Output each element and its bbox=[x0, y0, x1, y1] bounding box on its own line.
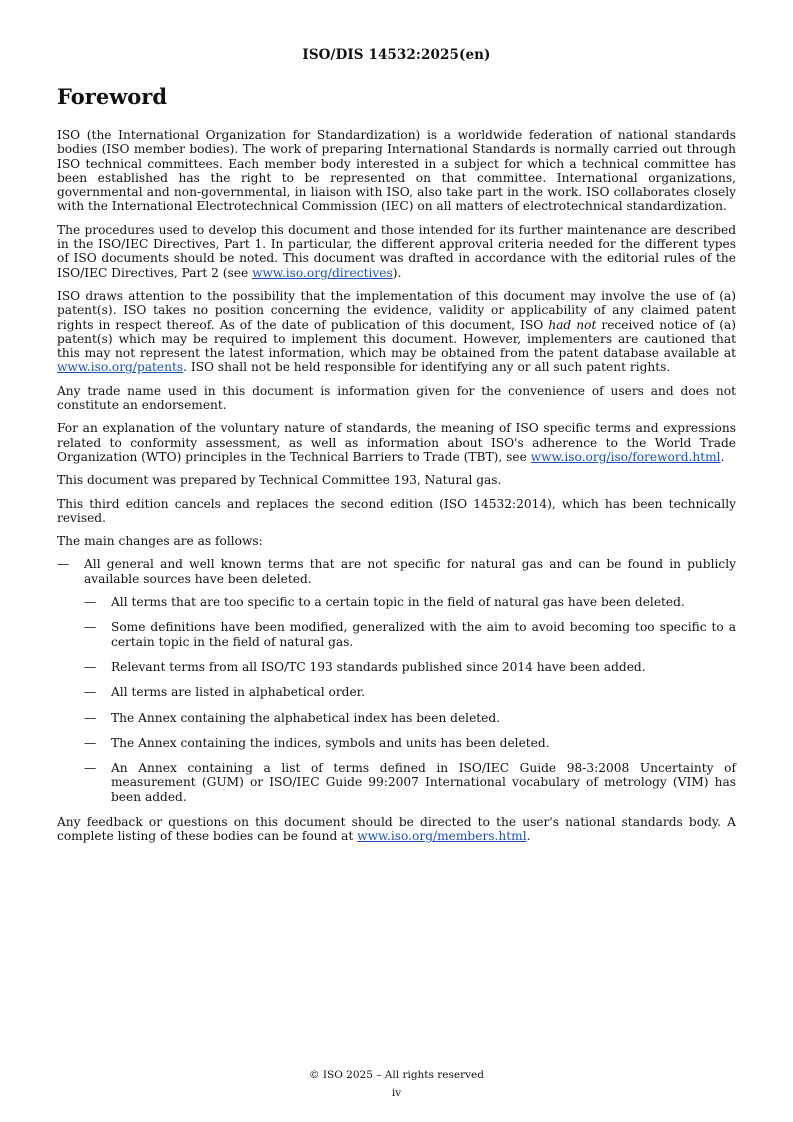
dash-bullet: — bbox=[84, 595, 97, 610]
paragraph-procedures bbox=[57, 223, 736, 280]
list-item-text: All terms that are too specific to a certain topic in the field of natural gas have been deleted. bbox=[111, 595, 685, 610]
list-item bbox=[84, 620, 736, 649]
list-item bbox=[84, 595, 736, 609]
paragraph-text: The procedures used to develop this document and those intended for its further maintenance are described in the ISO/IEC Directives, Part 1. In particular, the different approval criteria needed for the different types of ISO documents should be noted. This document was drafted in accordance with the editorial rules of the ISO/IEC Directives, Part 2 (see bbox=[57, 222, 736, 280]
list-item bbox=[84, 685, 736, 699]
paragraph-text: ISO draws attention to the possibility that the implementation of this document may involve the use of (a) patent(s). ISO takes no position concerning the evidence, validity or applicability of any claimed patent rights in respect thereof. As of the date of publication of this document, ISO bbox=[57, 288, 736, 332]
changes-list bbox=[57, 557, 736, 586]
paragraph-changes-intro: The main changes are as follows: bbox=[57, 534, 263, 549]
paragraph-text: . bbox=[526, 829, 531, 844]
paragraph-voluntary-nature bbox=[57, 421, 736, 464]
paragraph-text: Any feedback or questions on this document should be directed to the user's national standards body. A complete listing of these bodies can be found at bbox=[57, 814, 736, 844]
dash-bullet: — bbox=[84, 685, 97, 700]
dash-bullet: — bbox=[57, 557, 70, 572]
list-item bbox=[57, 557, 736, 586]
paragraph-patents bbox=[57, 289, 736, 375]
dash-bullet: — bbox=[84, 761, 97, 776]
page-title: Foreword bbox=[57, 84, 168, 109]
page-footer bbox=[0, 1066, 793, 1102]
list-item bbox=[84, 761, 736, 804]
paragraph-text: received notice of (a) patent(s) which may be required to implement this document. However, implementers are cautioned that this may not represent the latest information, which may be obtained from the patent database available at bbox=[57, 317, 736, 361]
paragraph-edition: This third edition cancels and replaces the second edition (ISO 14532:2014), which has been technically revised. bbox=[57, 496, 736, 525]
list-item bbox=[84, 736, 736, 750]
foreword-body bbox=[57, 128, 736, 853]
list-item-text: The Annex containing the alphabetical index has been deleted. bbox=[111, 710, 501, 725]
paragraph-trade-name: Any trade name used in this document is information given for the convenience of users and does not constitute an endorsement. bbox=[57, 383, 736, 413]
patents-link[interactable]: www.iso.org/patents bbox=[57, 360, 184, 375]
dash-bullet: — bbox=[84, 710, 97, 725]
list-item bbox=[84, 711, 736, 725]
paragraph-text: . ISO shall not be held responsible for identifying any or all such patent rights. bbox=[183, 360, 671, 375]
copyright-notice: © ISO 2025 – All rights reserved bbox=[309, 1069, 484, 1081]
document-identifier: ISO/DIS 14532:2025(en) bbox=[302, 47, 491, 63]
page-number: iv bbox=[391, 1087, 402, 1099]
list-item bbox=[84, 660, 736, 674]
list-item-text: Relevant terms from all ISO/TC 193 standards published since 2014 have been added. bbox=[111, 659, 646, 674]
directives-link[interactable]: www.iso.org/directives bbox=[252, 265, 393, 280]
paragraph-text: . bbox=[720, 449, 725, 464]
emphasis-text: had not bbox=[548, 317, 597, 332]
members-link[interactable]: www.iso.org/members.html bbox=[357, 829, 527, 844]
dash-bullet: — bbox=[84, 735, 97, 750]
paragraph-committee: This document was prepared by Technical Committee 193, Natural gas. bbox=[57, 473, 502, 488]
paragraph-text: For an explanation of the voluntary nature of standards, the meaning of ISO specific terms and expressions related to conformity assessment, as well as information about ISO's adherence to the World Trade Organization (WTO) principles in the Technical Barriers to Trade (TBT), see bbox=[57, 421, 736, 464]
changes-sub-list bbox=[84, 595, 736, 804]
dash-bullet: — bbox=[84, 659, 97, 674]
list-item-text: Some definitions have been modified, generalized with the aim to avoid becoming too specific to a certain topic in the field of natural gas. bbox=[111, 620, 736, 649]
list-item-text: The Annex containing the indices, symbols and units has been deleted. bbox=[111, 735, 550, 750]
foreword-link[interactable]: www.iso.org/iso/foreword.html bbox=[530, 449, 721, 464]
paragraph-text: ). bbox=[392, 265, 402, 280]
paragraph-iso-intro: ISO (the International Organization for Standardization) is a worldwide federation of national standards bodies (ISO member bodies). The work of preparing International Standards is normally carried out through ISO technical committees. Each member body interested in a subject for which a technical committee has been established has the right to be represented on that committee. International organizations, governmental and non-governmental, in liaison with ISO, also take part in the work. ISO collaborates closely with the International Electrotechnical Commission (IEC) on all matters of electrotechnical standardization. bbox=[57, 128, 736, 214]
paragraph-feedback bbox=[57, 815, 736, 844]
list-item-text: All terms are listed in alphabetical order. bbox=[111, 685, 366, 700]
dash-bullet: — bbox=[84, 620, 97, 635]
list-item-text: All general and well known terms that are not specific for natural gas and can be found in publicly available sources have been deleted. bbox=[84, 557, 736, 586]
list-item-text: An Annex containing a list of terms defined in ISO/IEC Guide 98-3:2008 Uncertainty of measurement (GUM) or ISO/IEC Guide 99:2007 International vocabulary of metrology (VIM) has been added. bbox=[111, 761, 736, 804]
